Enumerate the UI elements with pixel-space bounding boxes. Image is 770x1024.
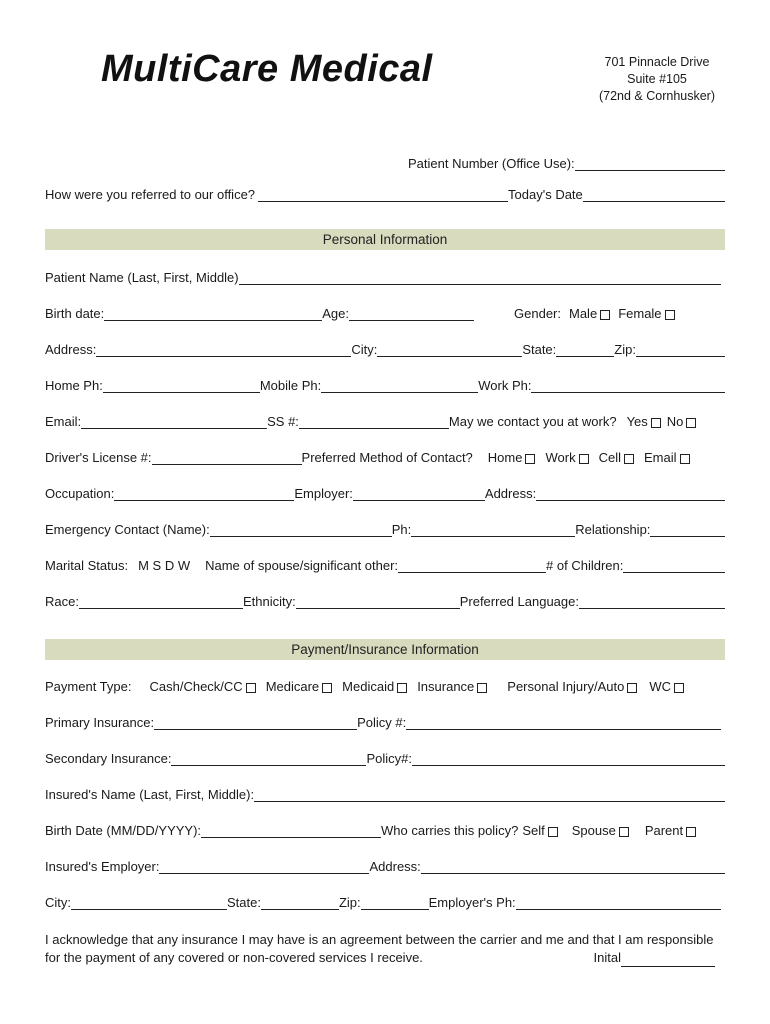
policy2-field[interactable] — [412, 751, 725, 766]
secondary-insurance-row — [45, 751, 725, 766]
home-ph-label: Home Ph: — [45, 378, 103, 393]
medicare-checkbox[interactable] — [322, 683, 332, 693]
birth-row — [45, 306, 725, 321]
insured-dob-field[interactable] — [201, 823, 381, 838]
payment-type-row — [45, 679, 725, 694]
relationship-field[interactable] — [650, 522, 725, 537]
female-label: Female — [618, 306, 662, 321]
insured-dob-label: Birth Date (MM/DD/YYYY): — [45, 823, 202, 838]
cash-label: Cash/Check/CC — [149, 679, 243, 694]
insurance-checkbox[interactable] — [477, 683, 487, 693]
insured-state-label: State: — [227, 895, 261, 910]
zip-label: Zip: — [614, 342, 636, 357]
insured-city-row — [45, 895, 721, 910]
contact-email-checkbox[interactable] — [680, 454, 690, 464]
medicare-label: Medicare — [265, 679, 320, 694]
secondary-insurance-label: Secondary Insurance: — [45, 751, 172, 766]
home-ph-field[interactable] — [103, 378, 260, 393]
todays-date-label: Today's Date — [508, 187, 583, 202]
employer-ph-field[interactable] — [516, 895, 721, 910]
birth-date-label: Birth date: — [45, 306, 105, 321]
insured-name-field[interactable] — [254, 787, 725, 802]
preferred-contact-label: Preferred Method of Contact? — [301, 450, 473, 465]
ack-line-1: I acknowledge that any insurance I may have is an agreement between the carrier and me and that I am responsible — [45, 932, 714, 947]
wc-checkbox[interactable] — [674, 683, 684, 693]
medicaid-checkbox[interactable] — [397, 683, 407, 693]
spouse-checkbox[interactable] — [619, 827, 629, 837]
self-label: Self — [522, 823, 545, 838]
primary-insurance-label: Primary Insurance: — [45, 715, 155, 730]
ack-line-2: for the payment of any covered or non-covered services I receive. — [45, 950, 423, 965]
insured-employer-label: Insured's Employer: — [45, 859, 160, 874]
occupation-label: Occupation: — [45, 486, 115, 501]
patient-number-row — [408, 156, 725, 171]
referred-field[interactable] — [258, 187, 508, 202]
state-label: State: — [522, 342, 557, 357]
patient-name-label: Patient Name (Last, First, Middle) — [45, 270, 239, 285]
clinic-address — [582, 54, 732, 105]
ethnicity-label: Ethnicity: — [242, 594, 296, 609]
city-field[interactable] — [377, 342, 522, 357]
insured-employer-field[interactable] — [159, 859, 369, 874]
contact-cell-checkbox[interactable] — [624, 454, 634, 464]
personal-info-header: Personal Information — [45, 229, 725, 250]
marital-row — [45, 558, 725, 573]
emergency-ph-label: Ph: — [391, 522, 412, 537]
insured-zip-label: Zip: — [338, 895, 361, 910]
male-label: Male — [569, 306, 598, 321]
occupation-field[interactable] — [114, 486, 294, 501]
personal-injury-label: Personal Injury/Auto — [507, 679, 625, 694]
acknowledgement — [45, 931, 735, 967]
policy1-label: Policy #: — [357, 715, 407, 730]
marital-status-label: Marital Status: — [45, 558, 129, 573]
race-row — [45, 594, 725, 609]
initial-field[interactable] — [621, 952, 715, 967]
male-checkbox[interactable] — [600, 310, 610, 320]
contact-home-checkbox[interactable] — [525, 454, 535, 464]
ss-label: SS #: — [267, 414, 299, 429]
spouse-field[interactable] — [398, 558, 546, 573]
insured-city-field[interactable] — [71, 895, 227, 910]
primary-insurance-row — [45, 715, 721, 730]
payment-info-header: Payment/Insurance Information — [45, 639, 725, 660]
spouse-label: Name of spouse/significant other: — [205, 558, 399, 573]
patient-number-label: Patient Number (Office Use): — [408, 156, 575, 171]
employer-label: Employer: — [294, 486, 353, 501]
insured-zip-field[interactable] — [361, 895, 429, 910]
age-field[interactable] — [349, 306, 474, 321]
secondary-insurance-field[interactable] — [171, 751, 366, 766]
insured-state-field[interactable] — [261, 895, 339, 910]
drivers-license-label: Driver's License #: — [45, 450, 152, 465]
work-ph-label: Work Ph: — [478, 378, 532, 393]
employer-ph-label: Employer's Ph: — [428, 895, 516, 910]
age-label: Age: — [322, 306, 350, 321]
ack-line-2-row — [45, 949, 715, 967]
address-row — [45, 342, 725, 357]
female-checkbox[interactable] — [665, 310, 675, 320]
ss-field[interactable] — [299, 414, 449, 429]
email-row — [45, 414, 725, 429]
insured-name-row — [45, 787, 725, 802]
insured-address-label: Address: — [369, 859, 421, 874]
city-label: City: — [351, 342, 378, 357]
who-carries-label: Who carries this policy? — [381, 823, 519, 838]
zip-field[interactable] — [636, 342, 725, 357]
email-label: Email: — [45, 414, 82, 429]
mobile-ph-label: Mobile Ph: — [259, 378, 322, 393]
cash-checkbox[interactable] — [246, 683, 256, 693]
address-line-3: (72nd & Cornhusker) — [598, 89, 716, 103]
race-label: Race: — [45, 594, 79, 609]
referral-row — [45, 187, 725, 202]
medicaid-label: Medicaid — [342, 679, 395, 694]
yes-label: Yes — [626, 414, 648, 429]
contact-email-label: Email — [644, 450, 677, 465]
emergency-row — [45, 522, 725, 537]
race-field[interactable] — [79, 594, 243, 609]
todays-date-field[interactable] — [583, 187, 725, 202]
insured-name-label: Insured's Name (Last, First, Middle): — [45, 787, 255, 802]
phone-row — [45, 378, 725, 393]
parent-checkbox[interactable] — [686, 827, 696, 837]
work-ph-field[interactable] — [531, 378, 725, 393]
employer-field[interactable] — [353, 486, 485, 501]
patient-name-row — [45, 270, 721, 285]
employer-address-field[interactable] — [536, 486, 725, 501]
insured-dob-row — [45, 823, 725, 838]
email-field[interactable] — [81, 414, 267, 429]
policy2-label: Policy#: — [366, 751, 412, 766]
insured-address-field[interactable] — [421, 859, 725, 874]
address-label: Address: — [45, 342, 97, 357]
children-label: # of Children: — [546, 558, 624, 573]
referred-label: How were you referred to our office? — [45, 187, 256, 202]
primary-insurance-field[interactable] — [154, 715, 357, 730]
contact-cell-label: Cell — [598, 450, 621, 465]
contact-work-checkbox[interactable] — [579, 454, 589, 464]
contact-work-label: May we contact you at work? — [448, 414, 617, 429]
yes-checkbox[interactable] — [651, 418, 661, 428]
gender-label: Gender: — [514, 306, 561, 321]
birth-date-field[interactable] — [104, 306, 322, 321]
insured-city-label: City: — [45, 895, 71, 910]
contact-work-opt-label: Work — [545, 450, 576, 465]
emergency-contact-field[interactable] — [210, 522, 392, 537]
employer-address-label: Address: — [484, 486, 537, 501]
occupation-row — [45, 486, 725, 501]
patient-name-field[interactable] — [239, 270, 721, 285]
payment-type-label: Payment Type: — [45, 679, 132, 694]
children-field[interactable] — [623, 558, 725, 573]
license-row — [45, 450, 725, 465]
initial-label: Inital — [593, 950, 621, 965]
ethnicity-field[interactable] — [296, 594, 460, 609]
personal-injury-checkbox[interactable] — [627, 683, 637, 693]
language-label: Preferred Language: — [459, 594, 579, 609]
no-checkbox[interactable] — [686, 418, 696, 428]
marital-options[interactable]: M S D W — [138, 558, 191, 573]
drivers-license-field[interactable] — [152, 450, 302, 465]
logo: MultiCare Medical — [101, 48, 433, 90]
relationship-label: Relationship: — [575, 522, 651, 537]
self-checkbox[interactable] — [548, 827, 558, 837]
insurance-label: Insurance — [417, 679, 475, 694]
contact-home-label: Home — [487, 450, 523, 465]
policy1-field[interactable] — [406, 715, 721, 730]
parent-label: Parent — [644, 823, 684, 838]
spouse-opt-label: Spouse — [571, 823, 616, 838]
emergency-contact-label: Emergency Contact (Name): — [45, 522, 210, 537]
state-field[interactable] — [556, 342, 614, 357]
wc-label: WC — [649, 679, 672, 694]
address-line-2: Suite #105 — [627, 72, 687, 86]
insured-employer-row — [45, 859, 725, 874]
emergency-ph-field[interactable] — [411, 522, 575, 537]
address-line-1: 701 Pinnacle Drive — [604, 55, 710, 69]
language-field[interactable] — [579, 594, 725, 609]
patient-number-field[interactable] — [575, 156, 725, 171]
address-field[interactable] — [96, 342, 351, 357]
no-label: No — [666, 414, 684, 429]
mobile-ph-field[interactable] — [321, 378, 478, 393]
